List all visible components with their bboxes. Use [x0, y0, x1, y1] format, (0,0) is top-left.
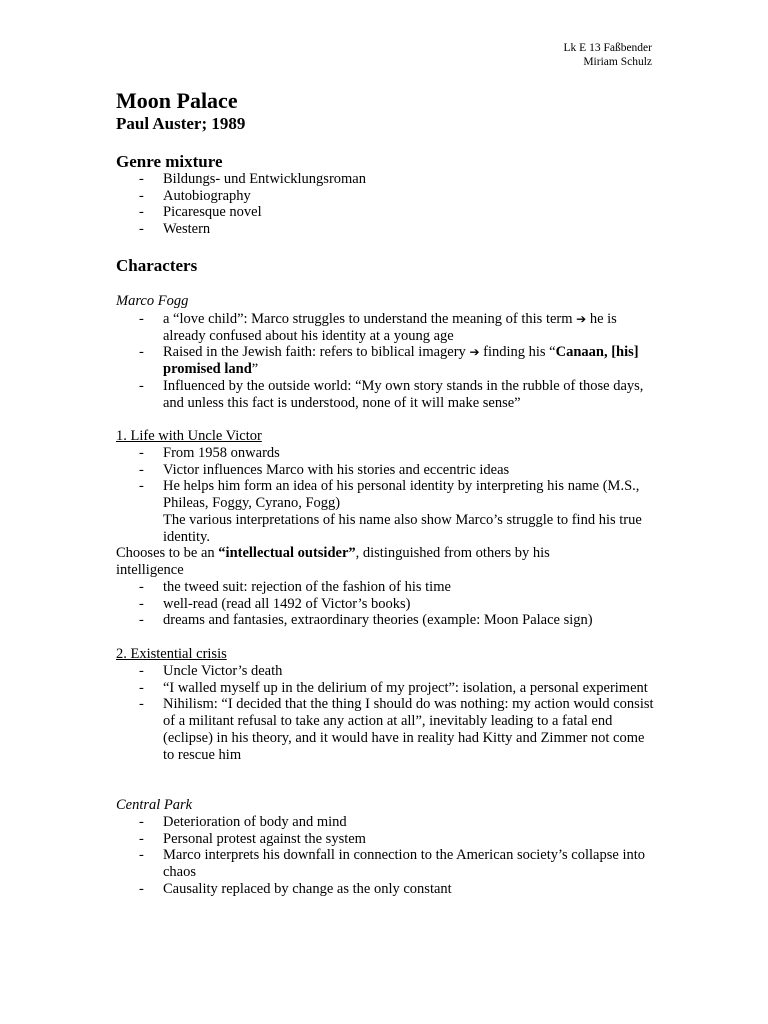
genre-list: [116, 171, 656, 238]
list-item: - Causality replaced by change as the only constant: [116, 881, 656, 898]
author-name: Miriam Schulz: [583, 56, 652, 68]
paragraph-text: Chooses to be an: [116, 545, 219, 561]
marco-item-text: finding his “: [479, 344, 556, 361]
crisis-list: [116, 663, 656, 763]
list-item: - Uncle Victor’s death: [116, 663, 656, 680]
marco-fogg-heading: Marco Fogg: [116, 293, 189, 309]
victor-heading: 1. Life with Uncle Victor: [116, 428, 262, 444]
marco-item-text: Raised in the Jewish faith: refers to biblical imagery: [163, 344, 466, 361]
list-item: - the tweed suit: rejection of the fashion of his time: [116, 579, 656, 596]
marco-item-bold: Canaan, [his] promised land: [163, 344, 639, 378]
marco-item-text: he is already confused about his identity at a young age: [163, 311, 617, 344]
document-subtitle: Paul Auster; 1989: [116, 114, 246, 133]
list-item: - Western: [116, 221, 656, 238]
marco-item-text: a “love child”: Marco struggles to understand the meaning of this term: [163, 311, 573, 327]
list-item: - Autobiography: [116, 188, 656, 205]
paragraph-text: , distinguished from others by his intelligence: [116, 545, 550, 578]
list-item: - Deterioration of body and mind: [116, 814, 656, 831]
list-item: - Personal protest against the system: [116, 831, 656, 848]
victor-list-2: [116, 579, 656, 629]
list-item: - Marco interprets his downfall in connection to the American society’s collapse into chaos: [116, 847, 656, 880]
list-item: - Victor influences Marco with his stories and eccentric ideas: [116, 462, 656, 479]
course-label: Lk E 13 Faßbender: [563, 42, 652, 54]
list-item: [116, 311, 656, 344]
list-item-continuation: The various interpretations of his name also show Marco’s struggle to find his true identity.: [163, 511, 642, 545]
list-item: - “I walled myself up in the delirium of my project”: isolation, a personal experiment: [116, 680, 656, 697]
arrow-right-icon: ➔: [469, 345, 480, 360]
list-item: - Bildungs- und Entwicklungsroman: [116, 171, 656, 188]
list-item: - well-read (read all 1492 of Victor’s books): [116, 596, 656, 613]
list-item: - Influenced by the outside world: “My own story stands in the rubble of those days, and unless this fact is understood, none of it will make sense”: [116, 378, 656, 411]
victor-list: [116, 445, 656, 545]
genre-heading: Genre mixture: [116, 152, 223, 171]
list-item: - Nihilism: “I decided that the thing I should do was nothing: my action would consist of a militant refusal to take any action at all”, inevitably leading to a fatal end (eclipse) in his theory, and it would have in reality had Kitty and Zimmer not come to rescue him: [116, 696, 656, 763]
document-title: Moon Palace: [116, 88, 238, 113]
characters-heading: Characters: [116, 256, 198, 275]
list-item: - Picaresque novel: [116, 204, 656, 221]
list-item: - dreams and fantasies, extraordinary theories (example: Moon Palace sign): [116, 612, 656, 629]
paragraph-bold: “intellectual outsider”: [218, 545, 356, 561]
list-item: [116, 344, 656, 377]
marco-list: [116, 311, 656, 411]
page-header: [564, 41, 652, 69]
arrow-right-icon: ➔: [576, 312, 587, 326]
central-park-heading: Central Park: [116, 797, 193, 813]
list-item: - From 1958 onwards: [116, 445, 656, 462]
marco-item-text: ”: [251, 361, 259, 378]
intellectual-outsider-paragraph: [116, 545, 616, 578]
list-item: - He helps him form an idea of his personal identity by interpreting his name (M.S., Phileas, Foggy, Cyrano, Fogg): [116, 478, 656, 511]
crisis-heading: 2. Existential crisis: [116, 646, 227, 662]
park-list: [116, 814, 656, 898]
